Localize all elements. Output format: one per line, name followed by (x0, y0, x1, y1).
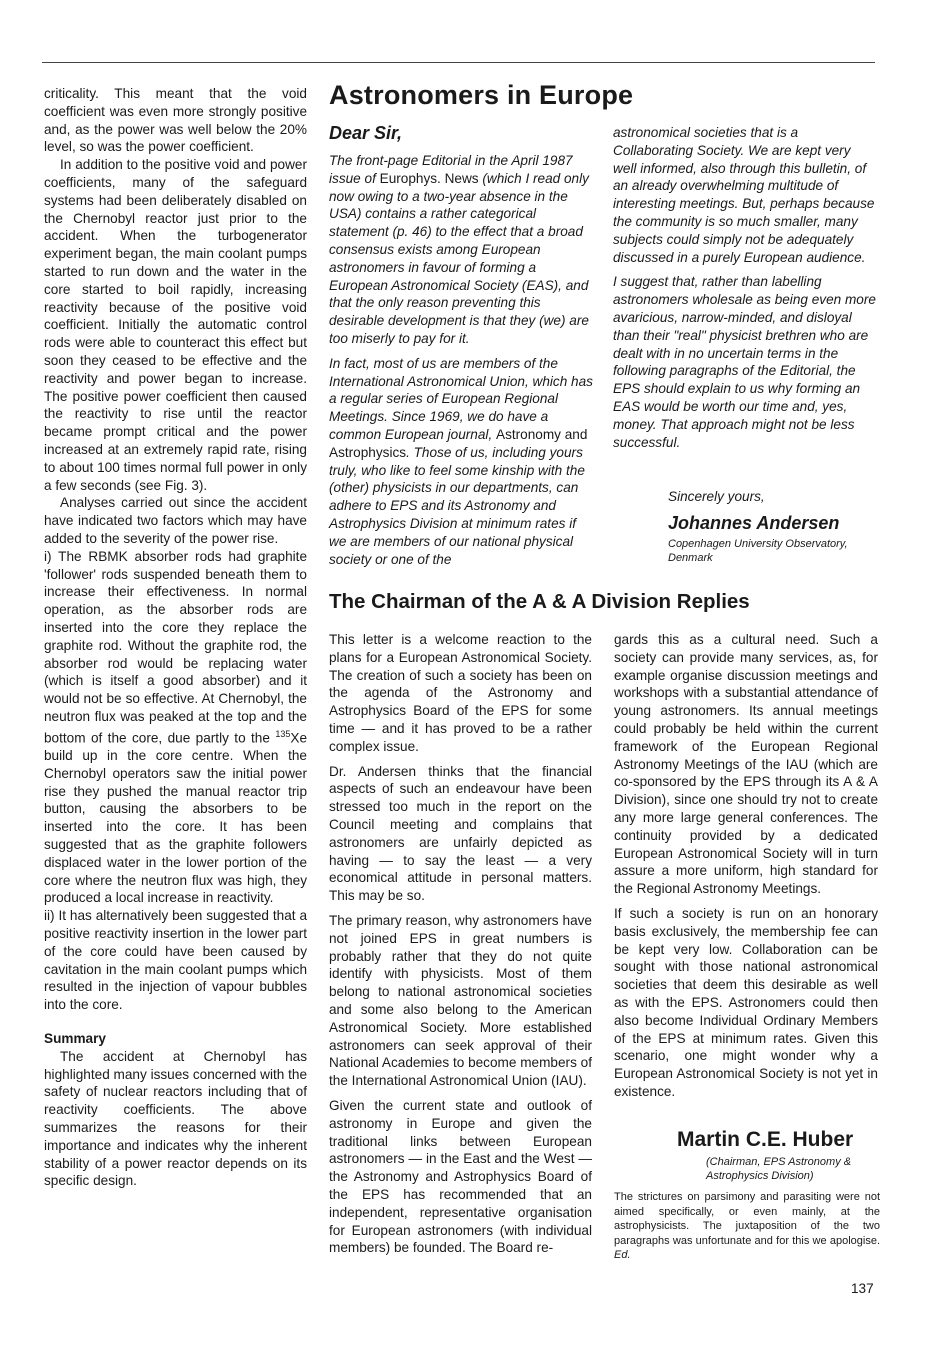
article-paragraph (44, 548, 307, 907)
editor-tag: Ed. (614, 1249, 631, 1261)
letter-text: The front-page Editorial in the April 1987 issue of (329, 153, 573, 186)
reply-signer-affiliation: (Chairman, EPS Astronomy & Astrophysics Division) (706, 1156, 852, 1182)
page-number: 137 (851, 1281, 874, 1296)
reply-paragraph: Dr. Andersen thinks that the financial aspects of such an endeavour have been stressed too much in the report on the Council meeting and complains that astronomers are unfairly depicted as having — to say the least — a very economical attitude in personal matters. This may be so. (329, 763, 592, 904)
letter-paragraph (329, 152, 593, 348)
article-paragraph: Analyses carried out since the accident have indicated two factors which may have added to the severity of the power rise. (44, 495, 307, 546)
letter-column-1 (329, 152, 593, 568)
article-paragraph: ii) It has alternatively been suggested that a positive reactivity insertion in the lower part of the core could have been caused by cavitation in the main coolant pumps which resulted in the injection of vapour bubbles into the core. (44, 908, 307, 1013)
letter-paragraph: I suggest that, rather than labelling astronomers wholesale as being even more avaricious, narrow-minded, and disloyal than their "real" physicist brethren who are dealt with in no uncertain terms in the following paragraphs of the Editorial, the EPS should explain to us why forming an EAS would be worth our time and, yes, money. That approach might not be less successful. (613, 274, 876, 450)
summary-text: The accident at Chernobyl has highlighted many issues concerned with the safety of nuclear reactors including that of reactivity coefficients. The above summarizes the reasons for their importance and indicates why the inherent stability of a power reactor depends on its specific design. (44, 1048, 307, 1189)
article-text: Xe build up in the core centre. When the Chernobyl operators saw the initial power rise they pushed the manual reactor trip button, causing the absorbers to be inserted into the core. It has been suggested that as the graphite followers displaced water in the lower portion of the core where the neutron flux was high, they produced a local increase in reactivity. (44, 730, 308, 906)
letter-title: Astronomers in Europe (329, 80, 634, 110)
isotope-mass-number: 135 (275, 728, 291, 739)
letter-signer-name: Johannes Andersen (668, 513, 840, 533)
reply-paragraph: This letter is a welcome reaction to the plans for a European Astronomical Society. The creation of such a society has been on the agenda of the Astronomy and Astrophysics Board of the EPS for some time — and it has proved to be a rather complex issue. (329, 632, 592, 754)
reply-paragraph: Given the current state and outlook of astronomy in Europe and given the traditional links between European astronomers — in the East and the West — the Astronomy and Astrophysics Board of the EPS has recommended that an independent, representative organisation for European astronomers (with individual members) be founded. The Board re- (329, 1097, 592, 1256)
letter-column-2 (613, 124, 877, 451)
editor-note-text: The strictures on parsimony and parasiting were not aimed specifically, or even mainly, at the astrophysicists. The juxtaposition of the two paragraphs was unfortunate and for this we apologise. (614, 1191, 880, 1247)
header-rule (42, 62, 875, 63)
continued-paragraph: gards this as a cultural need. Such a society can provide many services, as, for example organise discussion meetings and workshops with a substantial attendance of young astronomers. Its annual meetings could probably be held within the current framework of the European Regional Astronomy Meetings of the IAU (which are co-sponsored by the EPS through its A & A Division), since one should try not to create any more large general conferences. The continuity provided by a dedicated European Astronomical Society will in turn assure a more uniform, high standard for the Regional Astronomy Meetings. (614, 632, 878, 897)
letter-text: (which I read only now owing to a two-year absence in the USA) contains a rather categorical statement (p. 46) to the effect that a broad consensus exists among European astronomers in favour of forming a European Astronomical Society (EAS), and that the only reason preventing this desirable development is that they (we) are too miserly to pay for it. (329, 170, 589, 346)
journal-name: Europhys. News (379, 170, 479, 186)
article-text: i) The RBMK absorber rods had graphite 'follower' rods suspended beneath them to increase their effectiveness. In normal operation, as the absorber rods are inserted into the core they replace the graphite rod. Without the graphite rod, the absorber rod would be replacing water (which is itself a good absorber) and it would not be so effective. At Chernobyl, the neutron flux was peaked at the top and the bottom of the core, due partly to the (44, 548, 307, 746)
reply-signer-name: Martin C.E. Huber (677, 1128, 854, 1151)
summary-heading: Summary (44, 1030, 106, 1046)
letter-signer-affiliation: Copenhagen University Observatory, Denmark (668, 538, 848, 564)
letter-signoff: Sincerely yours, (668, 489, 765, 504)
letter-text: . Those of us, including yours truly, who like to feel some kinship with the (other) physicists in our departments, can adhere to EPS and its Astronomy and Astrophysics Division at minimum rates if we are members of our national physical society or one of the (329, 444, 585, 567)
reply-column-1 (329, 631, 592, 1257)
reply-paragraph: If such a society is run on an honorary basis exclusively, the membership fee can be kept very low. Collaboration can be sought with those national astronomical societies that deem this desirable as well as with the EPS. Astronomers could then also become Individual Ordinary Members of the EPS at minimum rates. Given this scenario, one might wonder why a European Astronomical Society is not yet in existence. (614, 905, 878, 1099)
reply-title: The Chairman of the A & A Division Replies (329, 590, 750, 613)
journal-name: Astronomy and Astrophysics (329, 426, 588, 460)
letter-text: In fact, most of us are members of the International Astronomical Union, which has a regular series of European Regional Meetings. Since 1969, we do have a common European journal, (329, 355, 593, 442)
reply-paragraph: The primary reason, why astronomers have not joined EPS in great numbers is probably rather that they do not quite identify with physicists. Most of them belong to national astronomical societies and some also belong to the American Astronomical Society. More established astronomers can seek approval of their National Academies to become members of the International Astronomical Union (IAU). (329, 912, 592, 1089)
reply-column-2 (614, 631, 878, 1101)
article-paragraph: criticality. This meant that the void coefficient was even more strongly positive and, as the power was well below the 20% level, so was the power coefficient. (44, 86, 307, 155)
continued-paragraph: astronomical societies that is a Collaborating Society. We are kept very well informed, also through this bulletin, of an already overwhelming multitude of interesting meetings. But, perhaps because the community is so much smaller, many subjects could simply not be adequately discussed in a purely European audience. (613, 125, 875, 265)
letter-paragraph (329, 355, 593, 569)
editor-note (614, 1190, 880, 1263)
article-paragraph: In addition to the positive void and power coefficients, many of the safeguard systems had been deliberately disabled on the Chernobyl reactor just prior to the accident. When the turbogenerator experiment began, the main coolant pumps started to run down and the water in the core started to boil rapidly, increasing reactivity because of the positive void coefficient. Initially the automatic control rods were able to counteract this effect but soon they ceased to be effective and the reactivity and power began to increase. The positive power coefficient then caused the reactivity to rise until the reactor became prompt critical and the power increased at an extremely rapid rate, rising to about 100 times normal full power in only a few seconds (see Fig. 3). (44, 157, 307, 493)
letter-salutation: Dear Sir, (329, 123, 403, 143)
chernobyl-article-column (44, 85, 307, 1190)
